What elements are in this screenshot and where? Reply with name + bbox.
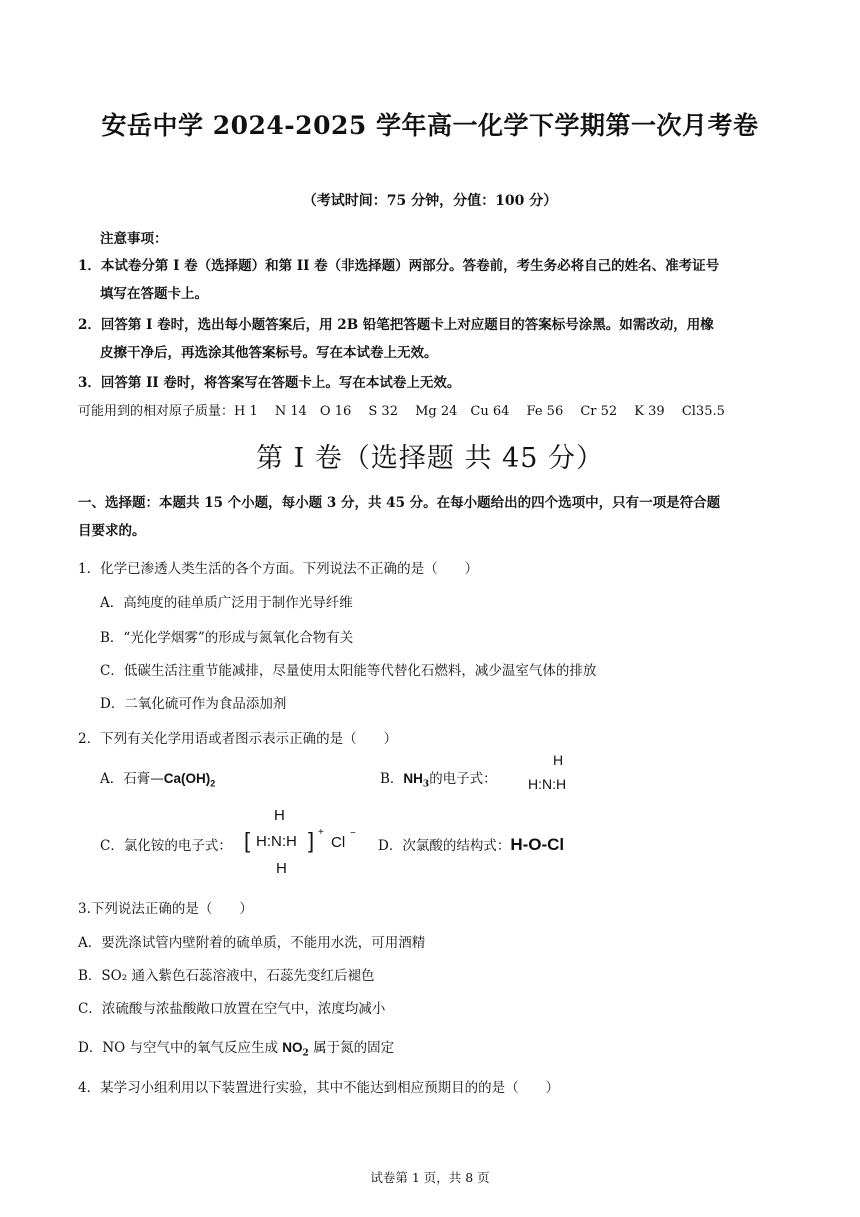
q2-option-d	[378, 834, 564, 855]
q3-option-b: B．SO₂ 通入紫色石蕊溶液中，石蕊先变红后褪色	[78, 968, 375, 984]
q3-option-a: A．要洗涤试管内壁附着的硫单质，不能用水洗，可用酒精	[78, 935, 426, 951]
q1-option-a: A．高纯度的硅单质广泛用于制作光导纤维	[100, 595, 353, 611]
ammonia-lewis-structure: H:N:H	[528, 776, 567, 792]
q3-option-c: C．浓硫酸与浓盐酸敞口放置在空气中，浓度均减小	[78, 1001, 386, 1017]
q1-option-d: D．二氧化硫可作为食品添加剂	[100, 696, 287, 712]
formula-subscript: 2	[302, 1048, 309, 1059]
section-title: 第 I 卷（选择题 共 45 分）	[256, 443, 604, 474]
q3-stem: 3.下列说法正确的是（ ）	[78, 901, 253, 917]
notice-heading: 注意事项：	[100, 231, 168, 247]
q1-option-c: C．低碳生活注重节能减排，尽量使用太阳能等代替化石燃料，减少温室气体的排放	[100, 663, 597, 679]
ammonium-lewis-h-top: H	[274, 807, 285, 824]
ammonia-formula: NH	[403, 771, 423, 786]
q2-option-b	[380, 767, 497, 790]
nitrogen-dioxide-formula: NO	[282, 1040, 303, 1055]
q1-stem: 1．化学已渗透人类生活的各个方面。下列说法不正确的是（ ）	[78, 561, 479, 577]
exam-subtitle: （考试时间：75 分钟，分值：100 分）	[302, 193, 558, 209]
q1-option-b: B．“光化学烟雾”的形成与氮氧化合物有关	[100, 630, 354, 646]
gypsum-formula	[163, 771, 216, 789]
chloride-charge: −	[350, 828, 356, 839]
page-footer: 试卷第 1 页，共 8 页	[370, 1170, 490, 1185]
q2-stem: 2．下列有关化学用语或者图示表示正确的是（ ）	[78, 731, 398, 747]
q4-stem: 4．某学习小组利用以下装置进行实验，其中不能达到相应预期目的的是（ ）	[78, 1080, 560, 1096]
q2-option-c-label: C．氯化铵的电子式：	[100, 838, 232, 854]
q3-option-d-text: D．NO 与空气中的氧气反应生成	[78, 1040, 283, 1056]
chloride-ion: Cl	[331, 834, 346, 851]
formula-subscript: 3	[422, 779, 430, 790]
q3-option-d-text-end: 属于氮的固定	[308, 1040, 395, 1056]
notice-item: 1．本试卷分第 I 卷（选择题）和第 II 卷（非选择题）两部分。答卷前，考生务必将自己的姓名、准考证号	[78, 258, 720, 274]
ammonium-bracket-right: ]	[308, 828, 315, 853]
q2-option-b-label: B．	[380, 771, 404, 787]
notice-item: 2．回答第 I 卷时，选出每小题答案后，用 2B 铅笔把答题卡上对应题目的答案标号涂黑。如需改动，用橡	[78, 317, 714, 333]
formula-subscript: 2	[210, 778, 216, 789]
ammonium-lewis-h-bottom: H	[276, 860, 287, 877]
notice-item: 填写在答题卡上。	[100, 286, 208, 302]
ammonium-charge: +	[318, 827, 324, 838]
ammonia-lewis-h-top: H	[553, 752, 564, 768]
q3-option-d	[78, 1036, 394, 1059]
atomic-masses: 可能用到的相对原子质量：H 1 N 14 O 16 S 32 Mg 24 Cu 64 Fe 56 Cr 52 K 39 Cl35.5	[78, 404, 725, 419]
q2-option-a-label: A．石膏—	[100, 771, 164, 787]
hypochlorous-acid-structure: H-O-Cl	[510, 835, 565, 854]
ammonium-lewis-structure: H:N:H	[256, 833, 297, 850]
instructions: 目要求的。	[78, 523, 146, 539]
q2-option-b-text: 的电子式：	[429, 771, 497, 787]
q2-option-a	[100, 767, 215, 789]
q2-option-d-label: D．次氯酸的结构式：	[378, 838, 511, 854]
formula-oh: (OH)	[181, 771, 211, 786]
exam-title: 安岳中学 2024-2025 学年高一化学下学期第一次月考卷	[101, 111, 759, 140]
notice-item: 3．回答第 II 卷时，将答案写在答题卡上。写在本试卷上无效。	[78, 375, 461, 391]
notice-item: 皮擦干净后，再选涂其他答案标号。写在本试卷上无效。	[100, 345, 438, 361]
ammonium-bracket-left: [	[244, 828, 251, 853]
instructions: 一、选择题：本题共 15 个小题，每小题 3 分，共 45 分。在每小题给出的四个选项中，只有一项是符合题	[78, 495, 721, 511]
formula-ca: Ca	[163, 771, 182, 786]
